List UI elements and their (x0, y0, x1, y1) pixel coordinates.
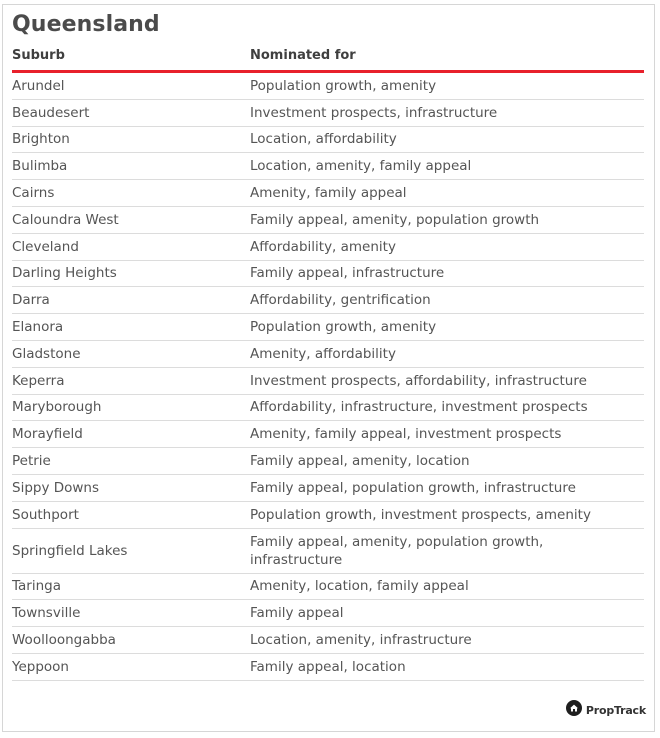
table-row (12, 502, 644, 529)
suburb-cell: Cleveland (12, 238, 79, 255)
nominated-cell: Population growth, amenity (250, 77, 437, 94)
table-row (12, 448, 644, 475)
nominated-cell: Amenity, family appeal, investment prospects (250, 426, 562, 443)
table-row (12, 341, 644, 368)
table-row (12, 261, 644, 288)
nominated-cell: Amenity, family appeal (250, 185, 407, 202)
nominated-cell: Amenity, location, family appeal (250, 578, 469, 595)
brand-name: PropTrack (585, 703, 646, 717)
nominated-cell: Population growth, investment prospects, amenity (250, 506, 591, 523)
suburb-cell: Brighton (12, 131, 70, 148)
nominated-cell: Family appeal, infrastructure (250, 265, 445, 282)
table-row (12, 234, 644, 261)
suburb-cell: Taringa (12, 578, 61, 595)
table-row (12, 395, 644, 422)
nominated-cell: Location, amenity, infrastructure (250, 632, 472, 649)
nominated-cell: Family appeal, amenity, population growth (250, 211, 540, 228)
nominated-cell: Affordability, gentrification (250, 292, 431, 309)
nominated-cell: Affordability, infrastructure, investment prospects (250, 399, 588, 416)
suburb-cell: Darling Heights (12, 265, 117, 282)
nominated-cell: Amenity, affordability (250, 345, 396, 362)
column-header-nominated: Nominated for (250, 48, 356, 63)
suburb-cell: Morayfield (12, 426, 83, 443)
suburb-cell: Southport (12, 506, 79, 523)
suburb-cell: Cairns (12, 185, 55, 202)
suburb-cell: Woolloongabba (12, 632, 116, 649)
nominated-cell: Population growth, amenity (250, 319, 437, 336)
table-row (12, 654, 644, 681)
nominated-cell: Family appeal, population growth, infrastructure (250, 479, 576, 496)
suburb-cell: Petrie (12, 453, 51, 470)
suburb-cell: Townsville (12, 605, 81, 622)
nominated-cell: Location, amenity, family appeal (250, 158, 472, 175)
suburb-cell: Gladstone (12, 345, 81, 362)
suburb-cell: Maryborough (12, 399, 102, 416)
table-row (12, 368, 644, 395)
table-row (12, 207, 644, 234)
column-header-suburb: Suburb (12, 48, 65, 63)
suburb-cell: Bulimba (12, 158, 68, 175)
nominated-cell: Family appeal (250, 605, 344, 622)
nominated-cell: Location, affordability (250, 131, 397, 148)
nominated-cell: Affordability, amenity (250, 238, 396, 255)
table-row (12, 600, 644, 627)
page-title: Queensland (12, 12, 160, 37)
table-body (12, 73, 644, 681)
table-row (12, 73, 644, 100)
house-icon (566, 700, 582, 720)
suburb-cell: Darra (12, 292, 50, 309)
suburb-cell: Caloundra West (12, 211, 119, 228)
suburb-cell: Arundel (12, 77, 65, 94)
suburb-cell: Keperra (12, 372, 65, 389)
table-header (12, 46, 644, 70)
nominated-cell: Family appeal, amenity, location (250, 453, 470, 470)
nominated-cell: Family appeal, location (250, 658, 406, 675)
table-row (12, 180, 644, 207)
nominated-cell: Family appeal, amenity, population growth, infrastructure (250, 533, 544, 568)
table-row (12, 627, 644, 654)
table-row (12, 475, 644, 502)
suburb-cell: Elanora (12, 319, 64, 336)
table-row (12, 574, 644, 601)
table-row (12, 153, 644, 180)
nominated-cell: Investment prospects, infrastructure (250, 104, 498, 121)
nominated-cell: Investment prospects, affordability, infrastructure (250, 372, 587, 389)
proptrack-logo (566, 700, 646, 720)
table-row (12, 287, 644, 314)
table-row (12, 421, 644, 448)
table-row (12, 529, 644, 574)
table-row (12, 127, 644, 154)
table-row (12, 314, 644, 341)
suburb-cell: Yeppoon (12, 658, 69, 675)
suburb-cell: Sippy Downs (12, 479, 100, 496)
suburb-cell: Beaudesert (12, 104, 90, 121)
suburb-cell: Springfield Lakes (12, 542, 128, 559)
table-row (12, 100, 644, 127)
